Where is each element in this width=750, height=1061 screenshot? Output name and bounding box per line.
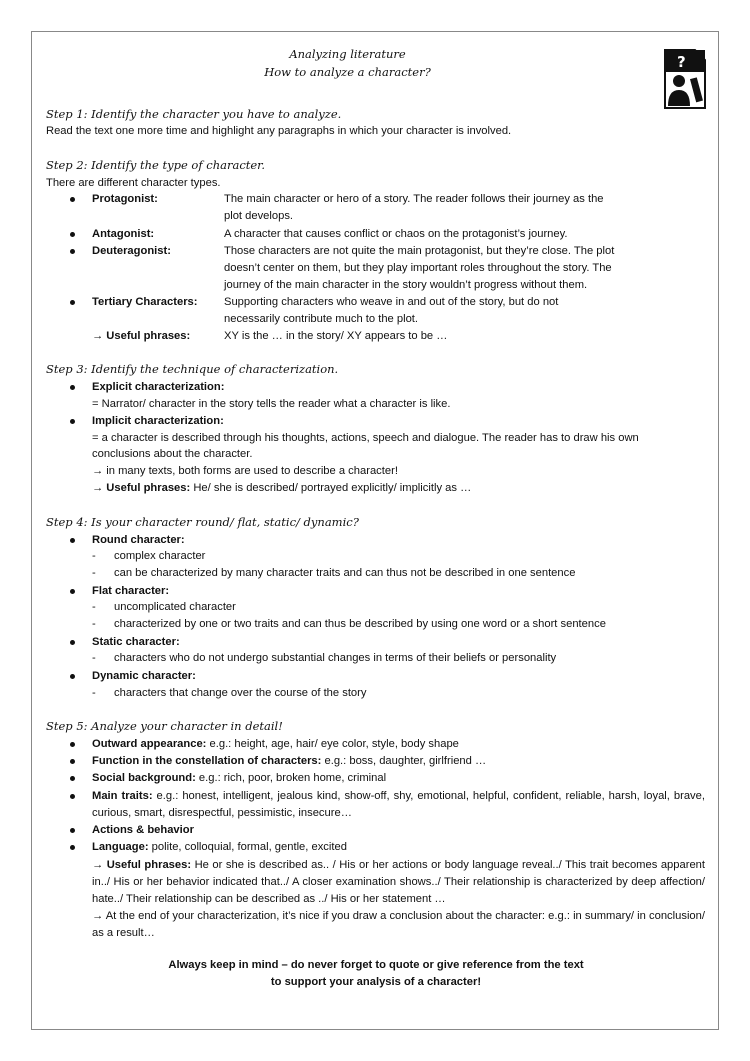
dash: - xyxy=(92,550,96,562)
step1-heading: Step 1: Identify the character you have to analyze. xyxy=(46,107,342,121)
bullet xyxy=(70,249,75,254)
social-label: Social background: xyxy=(92,772,196,784)
step2-heading: Step 2: Identify the type of character. xyxy=(46,158,266,172)
footer-reminder: Always keep in mind – do never forget to quote or give reference from the text xyxy=(168,959,584,971)
term-antagonist: Antagonist: xyxy=(92,228,155,240)
useful-phrases-label: → Useful phrases: xyxy=(92,330,191,342)
dynamic-label: Dynamic character: xyxy=(92,670,196,682)
bullet xyxy=(70,197,75,202)
traits-label: Main traits: xyxy=(92,790,153,802)
bullet xyxy=(70,794,75,799)
page-title: Analyzing literature xyxy=(289,47,406,61)
implicit-arrow-note: → in many texts, both forms are used to describe a character! xyxy=(92,465,398,477)
bullet xyxy=(70,640,75,645)
useful-phrases-text: XY is the … in the story/ XY appears to be … xyxy=(224,330,448,342)
language-text: polite, colloquial, formal, gentle, excited xyxy=(148,841,347,853)
bullet xyxy=(70,232,75,237)
definition-tertiary: Supporting characters who weave in and out of the story, but do not xyxy=(224,296,559,308)
step3-useful-phrases xyxy=(92,481,471,496)
bullet xyxy=(70,828,75,833)
page-subtitle: How to analyze a character? xyxy=(264,65,431,79)
implicit-label: Implicit characterization: xyxy=(92,415,224,427)
language-label: Language: xyxy=(92,841,149,853)
actions-label: Actions & behavior xyxy=(92,824,194,836)
step3-heading: Step 3: Identify the technique of characterization. xyxy=(46,362,339,376)
step1-text: Read the text one more time and highlight any paragraphs in which your character is involved. xyxy=(46,125,512,137)
useful-phrases-label: → Useful phrases: xyxy=(92,482,191,494)
social-text: e.g.: rich, poor, broken home, criminal xyxy=(195,772,387,784)
language-item xyxy=(92,840,347,855)
implicit-text: = a character is described through his thoughts, actions, speech and dialogue. The reader has to draw his own xyxy=(92,432,639,444)
bullet xyxy=(70,776,75,781)
term-protagonist: Protagonist: xyxy=(92,193,158,205)
round-item-1: complex character xyxy=(114,550,206,562)
round-label: Round character: xyxy=(92,534,185,546)
bullet xyxy=(70,300,75,305)
static-item-1: characters who do not undergo substantial changes in terms of their beliefs or personality xyxy=(114,652,557,664)
traits-item xyxy=(92,788,705,822)
explicit-text: = Narrator/ character in the story tells the reader what a character is like. xyxy=(92,398,451,410)
bullet xyxy=(70,674,75,679)
outward-label: Outward appearance: xyxy=(92,738,207,750)
step5-useful-phrases xyxy=(92,857,705,908)
step2-intro: There are different character types. xyxy=(46,177,221,189)
step5-heading: Step 5: Analyze your character in detail! xyxy=(46,719,283,733)
step4-heading: Step 4: Is your character round/ flat, static/ dynamic? xyxy=(46,515,359,529)
function-text: e.g.: boss, daughter, girlfriend … xyxy=(321,755,487,767)
definition-tertiary-cont: necessarily contribute much to the plot. xyxy=(224,313,419,325)
definition-deuteragonist: Those characters are not quite the main protagonist, but they’re close. The plot xyxy=(224,245,615,257)
dash: - xyxy=(92,687,96,699)
useful-phrases-label: → Useful phrases: xyxy=(92,859,192,871)
character-sheet-icon xyxy=(663,48,707,110)
flat-item-1: uncomplicated character xyxy=(114,601,236,613)
dash: - xyxy=(92,652,96,664)
dash: - xyxy=(92,618,96,630)
term-tertiary: Tertiary Characters: xyxy=(92,296,198,308)
term-deuteragonist: Deuteragonist: xyxy=(92,245,171,257)
bullet xyxy=(70,538,75,543)
round-item-2: can be characterized by many character traits and can thus not be described in one sentence xyxy=(114,567,576,579)
flat-label: Flat character: xyxy=(92,585,170,597)
svg-text:?: ? xyxy=(677,53,686,71)
bullet xyxy=(70,589,75,594)
definition-antagonist: A character that causes conflict or chaos on the protagonist’s journey. xyxy=(224,228,568,240)
definition-protagonist: The main character or hero of a story. The reader follows their journey as the xyxy=(224,193,604,205)
static-label: Static character: xyxy=(92,636,180,648)
bullet xyxy=(70,845,75,850)
explicit-label: Explicit characterization: xyxy=(92,381,225,393)
flat-item-2: characterized by one or two traits and can thus be described by using one word or a short sentence xyxy=(114,618,606,630)
bullet xyxy=(70,759,75,764)
useful-phrases-text: He or she is described as.. / His or her actions or body language reveal../ This trait becomes apparent in../ His or her behavior indicated that../ A closer examination shows../ Their relationship is characterized by deep affection/ hate../ Their relationship can be described as ../ His or her statement … xyxy=(92,859,706,905)
dash: - xyxy=(92,567,96,579)
social-item xyxy=(92,771,386,786)
dynamic-item-1: characters that change over the course of the story xyxy=(114,687,367,699)
conclusion-note: → At the end of your characterization, it’s nice if you draw a conclusion about the character: e.g.: in summary/ in conclusion/ as a result… xyxy=(92,910,705,939)
bullet xyxy=(70,742,75,747)
dash: - xyxy=(92,601,96,613)
bullet xyxy=(70,385,75,390)
definition-protagonist-cont: plot develops. xyxy=(224,210,294,222)
function-label: Function in the constellation of characters: xyxy=(92,755,322,767)
bullet xyxy=(70,419,75,424)
function-item xyxy=(92,754,486,769)
footer-reminder-cont: to support your analysis of a character! xyxy=(270,976,482,988)
definition-deuteragonist-cont: doesn’t center on them, but they play important roles throughout the story. The xyxy=(224,262,612,274)
outward-item xyxy=(92,737,459,752)
traits-text: e.g.: honest, intelligent, jealous kind, show-off, shy, emotional, helpful, confident, reliable, harsh, loyal, brave, curious, smart, disrespectful, pessimistic, insecure… xyxy=(92,790,705,819)
definition-deuteragonist-cont: journey of the main character in the story wouldn’t progress without them. xyxy=(224,279,588,291)
implicit-text-cont: conclusions about the character. xyxy=(92,448,253,460)
outward-text: e.g.: height, age, hair/ eye color, style, body shape xyxy=(206,738,459,750)
useful-phrases-text: He/ she is described/ portrayed explicitly/ implicitly as … xyxy=(190,482,472,494)
